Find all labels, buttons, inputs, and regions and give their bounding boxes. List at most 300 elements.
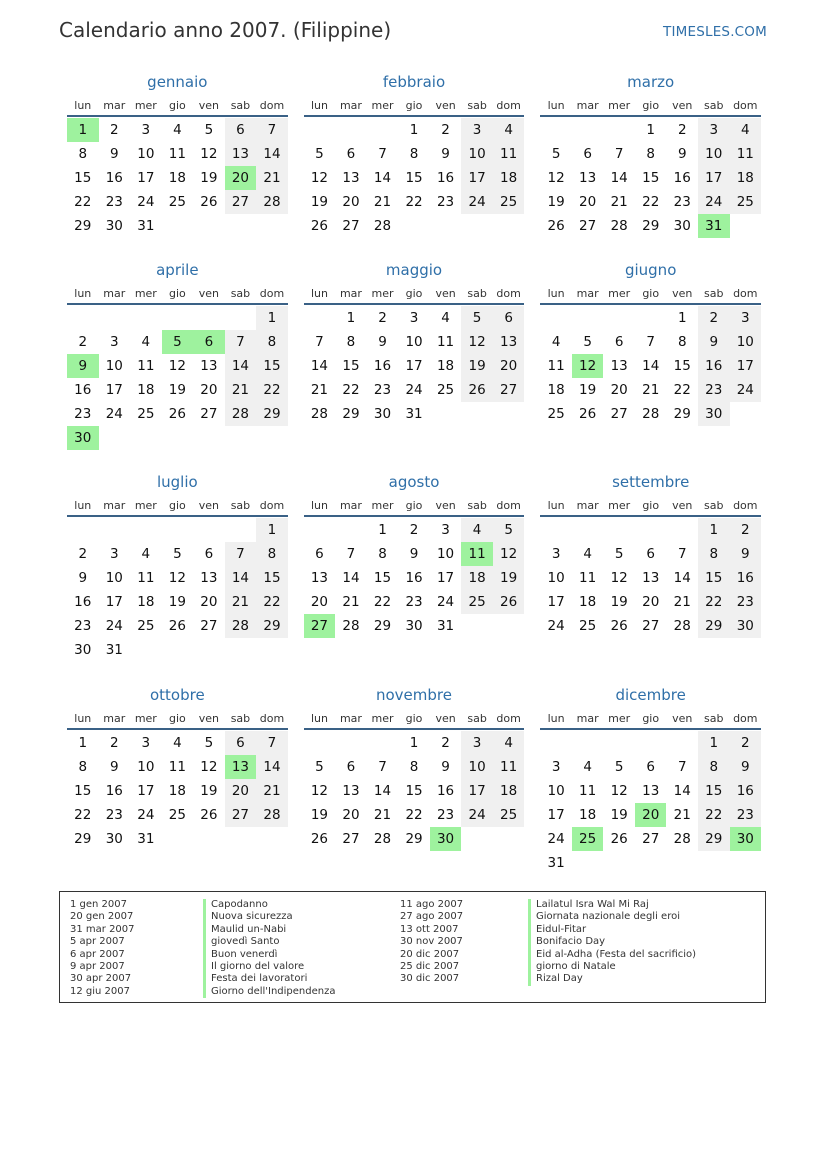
empty-day <box>603 518 635 542</box>
day-cell: 21 <box>225 590 257 614</box>
weekday-label: ven <box>435 711 456 725</box>
legend-names-2 <box>528 899 696 986</box>
day-cell: 26 <box>200 194 218 210</box>
day-cell: 21 <box>673 807 691 823</box>
month-giugno <box>540 258 761 426</box>
day-cell: 5 <box>204 122 214 138</box>
weekday-label: mer <box>134 98 157 112</box>
day-cell: 27 <box>342 831 360 847</box>
day-cell: 1 <box>378 522 387 538</box>
weekday-label: mer <box>371 286 394 300</box>
empty-day <box>225 426 257 450</box>
day-cell: 13 <box>579 170 597 186</box>
week-row <box>304 518 525 542</box>
holiday-day: 6 <box>193 330 225 354</box>
day-cell: 2 <box>441 735 450 751</box>
week-row <box>540 142 761 166</box>
day-cell: 18 <box>730 166 762 190</box>
day-cell: 13 <box>342 783 360 799</box>
weekday-label: lun <box>74 498 92 512</box>
month-name: giugno <box>624 261 677 279</box>
weekday-label: gio <box>642 286 660 300</box>
day-cell: 22 <box>342 382 360 398</box>
legend-holiday-name: Buon venerdì <box>203 949 336 961</box>
day-cell: 25 <box>168 807 186 823</box>
empty-day <box>162 638 194 662</box>
month-name: agosto <box>388 473 440 491</box>
day-cell: 25 <box>493 190 525 214</box>
day-cell: 19 <box>610 807 628 823</box>
weekday-label: lun <box>74 711 92 725</box>
legend-holiday-date: 30 dic 2007 <box>400 973 460 985</box>
weekday-label: sab <box>230 98 251 112</box>
empty-day <box>67 306 99 330</box>
day-cell: 11 <box>168 759 186 775</box>
legend-holiday-name: Maulid un-Nabi <box>203 924 336 936</box>
day-cell: 27 <box>610 406 628 422</box>
day-cell: 14 <box>673 570 691 586</box>
day-cell: 23 <box>730 590 762 614</box>
day-cell: 1 <box>256 518 288 542</box>
day-cell: 4 <box>493 118 525 142</box>
weekday-label: gio <box>642 98 660 112</box>
weekday-label: mar <box>576 498 599 512</box>
day-cell: 19 <box>200 170 218 186</box>
day-cell: 4 <box>173 735 182 751</box>
day-cell: 25 <box>137 618 155 634</box>
legend-holiday-name: Giornata nazionale degli eroi <box>528 911 696 923</box>
day-cell: 12 <box>493 542 525 566</box>
empty-day <box>730 851 762 875</box>
day-cell: 3 <box>461 731 493 755</box>
day-cell: 21 <box>373 807 392 823</box>
day-cell: 10 <box>461 755 493 779</box>
day-cell: 21 <box>310 382 329 398</box>
legend-holiday-date: 5 apr 2007 <box>70 936 125 948</box>
day-cell: 18 <box>168 783 186 799</box>
day-cell: 26 <box>493 590 525 614</box>
day-cell: 25 <box>579 618 597 634</box>
weekday-label: mar <box>103 98 126 112</box>
week-row <box>67 402 288 426</box>
weekday-label: dom <box>259 98 285 112</box>
day-cell: 11 <box>137 358 155 374</box>
week-row <box>304 354 525 378</box>
month-gennaio <box>67 70 288 238</box>
week-row <box>67 779 288 803</box>
empty-day <box>666 518 698 542</box>
day-cell: 1 <box>78 735 88 751</box>
day-cell: 30 <box>730 614 762 638</box>
week-row <box>540 118 761 142</box>
day-cell: 25 <box>436 382 455 398</box>
empty-day <box>225 518 257 542</box>
empty-day <box>304 306 336 330</box>
day-cell: 7 <box>378 759 387 775</box>
week-row <box>540 378 761 402</box>
week-row <box>304 542 525 566</box>
day-cell: 12 <box>168 358 186 374</box>
day-cell: 10 <box>698 142 730 166</box>
day-cell: 28 <box>256 190 288 214</box>
day-cell: 8 <box>78 759 88 775</box>
weekday-label: ven <box>198 286 220 300</box>
day-cell: 14 <box>673 783 691 799</box>
day-cell: 14 <box>342 570 360 586</box>
day-cell: 5 <box>493 518 525 542</box>
day-cell: 14 <box>256 755 288 779</box>
day-cell: 6 <box>346 146 356 162</box>
empty-day <box>335 518 367 542</box>
day-cell: 27 <box>200 406 218 422</box>
empty-day <box>162 827 194 851</box>
day-cell: 18 <box>547 382 565 398</box>
week-row <box>67 306 288 330</box>
weekday-label: lun <box>547 711 565 725</box>
day-cell: 3 <box>551 546 561 562</box>
day-cell: 23 <box>74 618 92 634</box>
day-cell: 30 <box>673 218 691 234</box>
day-cell: 10 <box>730 330 762 354</box>
month-name: novembre <box>376 686 452 704</box>
day-cell: 5 <box>204 735 214 751</box>
empty-day <box>461 614 493 638</box>
day-cell: 5 <box>315 759 324 775</box>
day-cell: 29 <box>256 402 288 426</box>
weekday-label: ven <box>672 98 693 112</box>
day-cell: 16 <box>405 570 423 586</box>
week-row <box>304 306 525 330</box>
month-row <box>67 470 761 659</box>
empty-day <box>430 402 462 426</box>
day-cell: 23 <box>730 803 762 827</box>
day-cell: 8 <box>256 330 288 354</box>
brand-link[interactable]: TIMESLES.COM <box>663 24 767 40</box>
weekday-header <box>304 708 525 730</box>
day-cell: 18 <box>493 166 525 190</box>
week-row <box>67 378 288 402</box>
weekday-label: ven <box>435 286 456 300</box>
weekday-label: lun <box>74 98 92 112</box>
empty-day <box>367 118 399 142</box>
day-cell: 17 <box>137 170 155 186</box>
day-cell: 4 <box>583 759 592 775</box>
weekday-label: mar <box>339 711 362 725</box>
empty-day <box>461 402 493 426</box>
day-cell: 1 <box>409 735 419 751</box>
weekday-label: mer <box>134 286 157 300</box>
day-cell: 29 <box>698 827 730 851</box>
empty-day <box>461 827 493 851</box>
day-cell: 26 <box>200 807 218 823</box>
empty-day <box>193 827 225 851</box>
empty-day <box>162 518 194 542</box>
day-cell: 12 <box>610 570 628 586</box>
weekday-label: gio <box>405 98 423 112</box>
day-cell: 11 <box>579 570 597 586</box>
day-cell: 3 <box>551 759 561 775</box>
day-cell: 15 <box>74 170 92 186</box>
day-cell: 23 <box>105 807 123 823</box>
day-cell: 21 <box>256 166 288 190</box>
weekday-label: sab <box>230 498 251 512</box>
week-row <box>540 402 761 426</box>
weekday-label: gio <box>168 711 186 725</box>
day-cell: 21 <box>673 594 691 610</box>
day-cell: 16 <box>436 170 455 186</box>
week-row <box>540 779 761 803</box>
week-row <box>540 354 761 378</box>
empty-day <box>603 851 635 875</box>
day-cell: 28 <box>373 218 392 234</box>
empty-day <box>666 851 698 875</box>
week-row <box>304 378 525 402</box>
day-cell: 17 <box>547 807 565 823</box>
day-cell: 3 <box>441 522 450 538</box>
day-cell: 31 <box>405 406 423 422</box>
page-title: Calendario anno 2007. (Filippine) <box>59 18 392 42</box>
day-cell: 4 <box>730 118 762 142</box>
day-cell: 17 <box>730 354 762 378</box>
day-cell: 13 <box>342 170 360 186</box>
weekday-label: mar <box>103 711 126 725</box>
day-cell: 11 <box>730 142 762 166</box>
day-cell: 14 <box>310 358 329 374</box>
day-cell: 30 <box>698 402 730 426</box>
empty-day <box>225 214 257 238</box>
month-marzo <box>540 70 761 238</box>
day-cell: 3 <box>698 118 730 142</box>
weekday-label: mer <box>608 711 631 725</box>
empty-day <box>572 518 604 542</box>
day-cell: 9 <box>78 570 88 586</box>
day-cell: 11 <box>137 570 155 586</box>
empty-day <box>635 518 667 542</box>
day-cell: 14 <box>225 354 257 378</box>
week-row <box>304 118 525 142</box>
week-row <box>304 566 525 590</box>
empty-day <box>335 118 367 142</box>
weekday-label: mar <box>103 286 126 300</box>
day-cell: 24 <box>461 803 493 827</box>
week-row <box>304 166 525 190</box>
week-row <box>67 542 288 566</box>
week-row <box>67 803 288 827</box>
day-cell: 13 <box>610 358 628 374</box>
day-cell: 8 <box>409 146 419 162</box>
day-cell: 9 <box>441 146 450 162</box>
day-cell: 16 <box>74 594 92 610</box>
month-name: dicembre <box>615 686 686 704</box>
day-cell: 8 <box>256 542 288 566</box>
empty-day <box>193 306 225 330</box>
week-row <box>67 118 288 142</box>
weekday-header <box>304 283 525 305</box>
day-cell: 10 <box>547 570 565 586</box>
week-row <box>540 214 761 238</box>
legend-holiday-name: giovedì Santo <box>203 936 336 948</box>
day-cell: 22 <box>698 803 730 827</box>
legend-holiday-date: 9 apr 2007 <box>70 961 125 973</box>
weekday-label: gio <box>168 98 186 112</box>
day-cell: 6 <box>346 759 356 775</box>
weekday-label: sab <box>467 286 487 300</box>
day-cell: 29 <box>642 218 660 234</box>
day-cell: 31 <box>137 831 155 847</box>
empty-day <box>493 214 525 238</box>
day-cell: 13 <box>493 330 525 354</box>
day-cell: 5 <box>614 546 624 562</box>
week-row <box>540 731 761 755</box>
month-name: maggio <box>385 261 443 279</box>
day-cell: 23 <box>105 194 123 210</box>
week-row <box>304 190 525 214</box>
day-cell: 15 <box>698 566 730 590</box>
weekday-label: mar <box>576 98 599 112</box>
day-cell: 15 <box>373 570 392 586</box>
weekday-label: ven <box>672 498 693 512</box>
day-cell: 5 <box>461 306 493 330</box>
holiday-day: 9 <box>67 354 99 378</box>
empty-day <box>603 731 635 755</box>
day-cell: 15 <box>673 358 691 374</box>
day-cell: 6 <box>204 546 214 562</box>
day-cell: 29 <box>673 406 691 422</box>
day-cell: 3 <box>110 334 119 350</box>
day-cell: 18 <box>579 594 597 610</box>
legend-holiday-date: 13 ott 2007 <box>400 923 459 935</box>
day-cell: 17 <box>461 779 493 803</box>
month-febbraio <box>304 70 525 238</box>
day-cell: 6 <box>646 759 655 775</box>
empty-day <box>540 731 572 755</box>
day-cell: 9 <box>730 542 762 566</box>
day-cell: 22 <box>256 590 288 614</box>
day-cell: 20 <box>342 194 360 210</box>
day-cell: 17 <box>461 166 493 190</box>
day-cell: 7 <box>677 546 687 562</box>
legend-holiday-name: Capodanno <box>203 899 336 911</box>
weekday-header <box>304 495 525 517</box>
week-row <box>540 614 761 638</box>
weekday-label: ven <box>435 498 456 512</box>
day-cell: 24 <box>137 194 155 210</box>
day-cell: 24 <box>436 594 455 610</box>
weekday-label: gio <box>405 711 423 725</box>
legend-holiday-name: Il giorno del valore <box>203 961 336 973</box>
empty-day <box>540 118 572 142</box>
day-cell: 8 <box>698 755 730 779</box>
day-cell: 1 <box>346 310 356 326</box>
day-cell: 24 <box>547 618 565 634</box>
empty-day <box>572 731 604 755</box>
weekday-label: lun <box>74 286 92 300</box>
weekday-header <box>67 708 288 730</box>
legend-holiday-date: 6 apr 2007 <box>70 948 125 960</box>
empty-day <box>461 214 493 238</box>
weekday-label: sab <box>230 286 251 300</box>
legend-holiday-date: 27 ago 2007 <box>400 911 464 923</box>
week-row <box>540 755 761 779</box>
day-cell: 24 <box>730 378 762 402</box>
week-row <box>540 542 761 566</box>
legend-dates-2 <box>400 899 463 986</box>
weekday-label: sab <box>467 498 487 512</box>
day-cell: 20 <box>342 807 360 823</box>
holiday-day: 25 <box>572 827 604 851</box>
empty-day <box>666 731 698 755</box>
day-cell: 2 <box>78 546 88 562</box>
holiday-day: 20 <box>635 803 667 827</box>
day-cell: 24 <box>461 190 493 214</box>
weekday-label: gio <box>642 498 660 512</box>
day-cell: 25 <box>168 194 186 210</box>
weekday-header <box>540 95 761 117</box>
weekday-label: sab <box>704 498 724 512</box>
day-cell: 21 <box>610 194 628 210</box>
weekday-label: dom <box>259 711 285 725</box>
day-cell: 25 <box>547 406 565 422</box>
weekday-label: dom <box>733 98 758 112</box>
month-ottobre <box>67 683 288 851</box>
week-row <box>67 638 288 662</box>
legend-holiday-name: Eid al-Adha (Festa del sacrificio) <box>528 949 696 961</box>
holiday-day: 20 <box>225 166 257 190</box>
day-cell: 12 <box>310 170 329 186</box>
day-cell: 16 <box>436 783 455 799</box>
day-cell: 24 <box>105 406 123 422</box>
holiday-day: 30 <box>430 827 462 851</box>
empty-day <box>256 638 288 662</box>
day-cell: 12 <box>547 170 565 186</box>
empty-day <box>193 214 225 238</box>
day-cell: 20 <box>579 194 597 210</box>
week-row <box>67 518 288 542</box>
day-cell: 30 <box>373 406 392 422</box>
week-row <box>304 803 525 827</box>
legend-holiday-name: Rizal Day <box>528 973 696 985</box>
day-cell: 2 <box>441 122 450 138</box>
empty-day <box>493 402 525 426</box>
empty-day <box>162 426 194 450</box>
day-cell: 22 <box>74 807 92 823</box>
day-cell: 7 <box>256 118 288 142</box>
day-cell: 5 <box>583 334 592 350</box>
weekday-label: ven <box>198 498 220 512</box>
day-cell: 28 <box>642 406 660 422</box>
empty-day <box>256 426 288 450</box>
day-cell: 27 <box>225 803 257 827</box>
day-cell: 18 <box>461 566 493 590</box>
week-row <box>67 190 288 214</box>
day-cell: 23 <box>673 194 691 210</box>
empty-day <box>572 306 604 330</box>
day-cell: 15 <box>256 354 288 378</box>
day-cell: 26 <box>610 831 628 847</box>
day-cell: 2 <box>730 518 762 542</box>
day-cell: 9 <box>730 755 762 779</box>
month-row <box>67 683 761 875</box>
month-name: gennaio <box>147 73 208 91</box>
holiday-day: 12 <box>572 354 604 378</box>
legend-holiday-date: 25 dic 2007 <box>400 961 460 973</box>
day-cell: 6 <box>583 146 592 162</box>
weekday-header <box>540 495 761 517</box>
empty-day <box>572 118 604 142</box>
empty-day <box>430 214 462 238</box>
weekday-header <box>67 495 288 517</box>
week-row <box>540 190 761 214</box>
